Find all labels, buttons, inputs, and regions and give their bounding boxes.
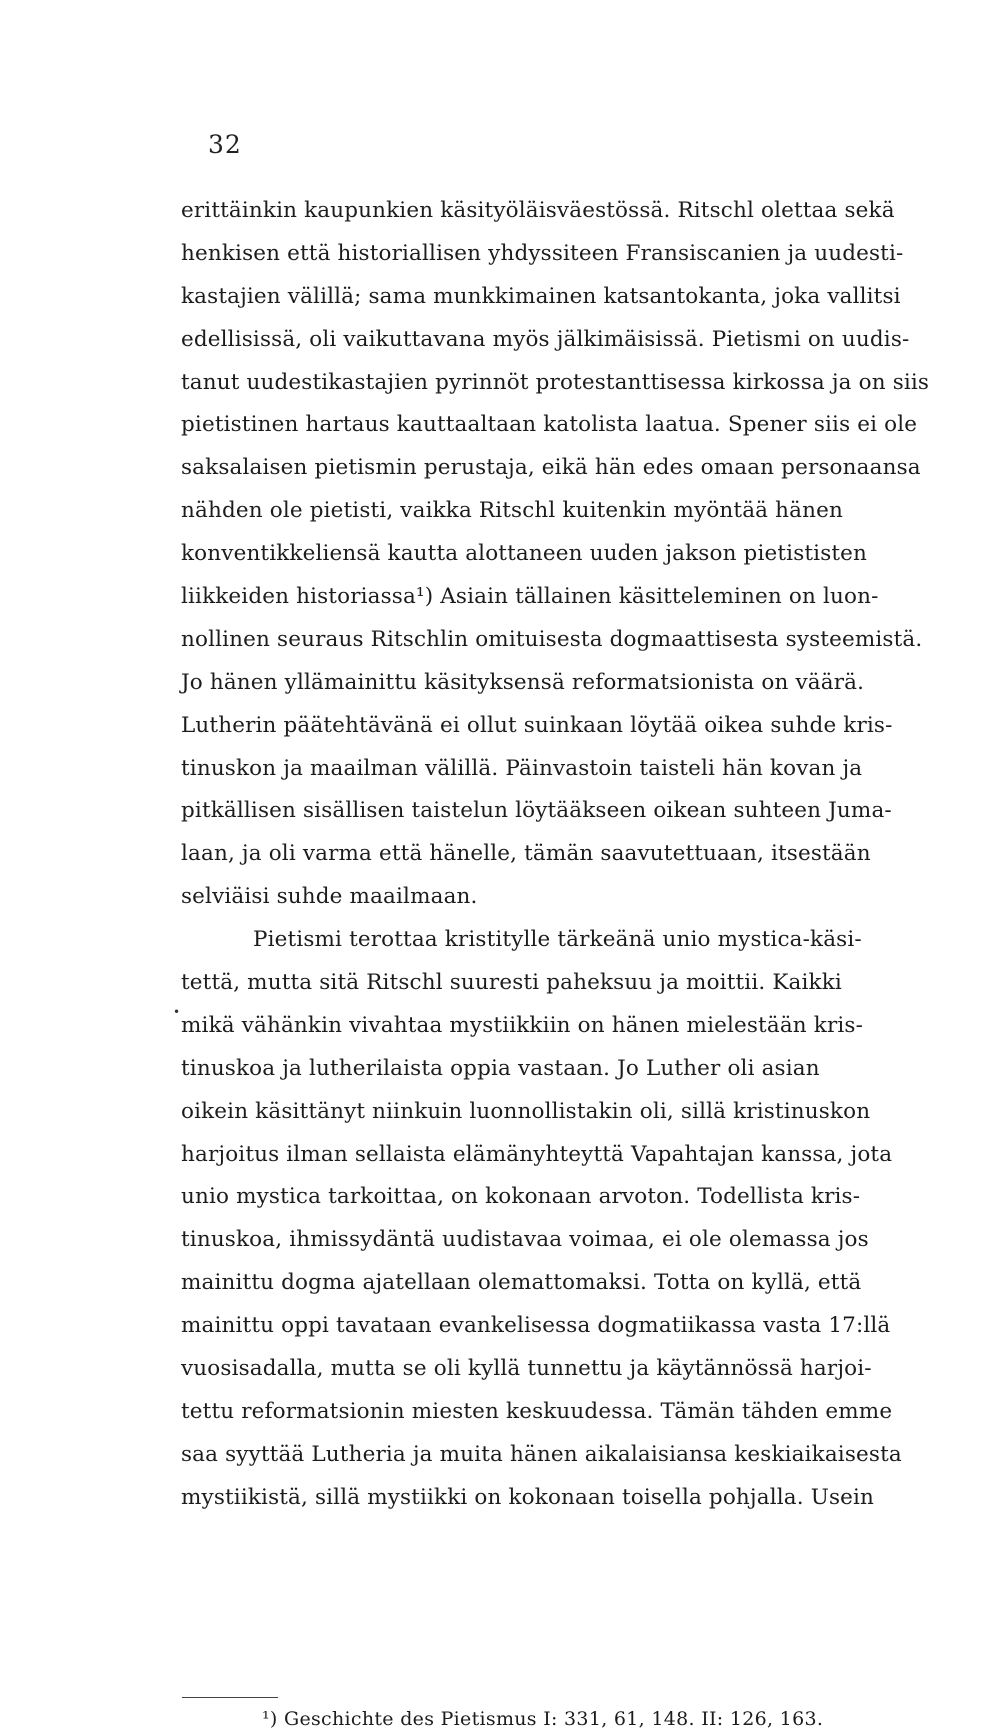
text-line: Jo hänen yllämainittu käsityksensä reformatsionista on väärä. — [181, 669, 865, 695]
text-line: harjoitus ilman sellaista elämänyhteyttä Vapahtajan kanssa, jota — [181, 1141, 893, 1167]
text-line: mainittu dogma ajatellaan olemattomaksi. Totta on kyllä, että — [181, 1270, 862, 1296]
text-line: tinuskon ja maailman välillä. Päinvastoin taisteli hän kovan ja — [181, 755, 863, 781]
text-line: unio mystica tarkoittaa, on kokonaan arvoton. Todellista kris- — [181, 1184, 861, 1210]
text-line: liikkeiden historiassa¹) Asiain tällainen käsitteleminen on luon- — [181, 584, 879, 610]
text-line: edellisissä, oli vaikuttavana myös jälkimäisissä. Pietismi on uudis- — [181, 326, 910, 352]
text-line: nähden ole pietisti, vaikka Ritschl kuitenkin myöntää hänen — [181, 498, 843, 524]
text-line: selviäisi suhde maailmaan. — [181, 884, 478, 910]
text-line: tettu reformatsionin miesten keskuudessa. Tämän tähden emme — [181, 1398, 893, 1424]
text-line: tinuskoa, ihmissydäntä uudistavaa voimaa, ei ole olemassa jos — [181, 1227, 869, 1253]
text-line: konventikkeliensä kautta alottaneen uuden jakson pietististen — [181, 541, 868, 567]
text-line: Lutherin päätehtävänä ei ollut suinkaan löytää oikea suhde kris- — [181, 712, 893, 738]
text-line: oikein käsittänyt niinkuin luonnollistakin oli, sillä kristinuskon — [181, 1098, 871, 1124]
margin-mark: • — [173, 1005, 181, 1019]
text-line: mikä vähänkin vivahtaa mystiikkiin on hänen mielestään kris- — [181, 1012, 863, 1038]
footnote-divider — [182, 1697, 278, 1698]
text-line: tettä, mutta sitä Ritschl suuresti paheksuu ja moittii. Kaikki — [181, 970, 842, 996]
text-line: henkisen että historiallisen yhdyssiteen Fransiscanien ja uudesti- — [181, 240, 904, 266]
text-line: erittäinkin kaupunkien käsityöläisväestössä. Ritschl olettaa sekä — [181, 198, 895, 223]
text-line: kastajien välillä; sama munkkimainen katsantokanta, joka vallitsi — [181, 283, 901, 309]
page-number: 32 — [208, 130, 242, 159]
text-line: pietistinen hartaus kauttaaltaan katolista laatua. Spener siis ei ole — [181, 412, 918, 438]
text-line: mainittu oppi tavataan evankelisessa dogmatiikassa vasta 17:llä — [181, 1313, 891, 1339]
text-line: mystiikistä, sillä mystiikki on kokonaan toisella pohjalla. Usein — [181, 1484, 875, 1510]
text-line: saa syyttää Lutheria ja muita hänen aikalaisiansa keskiaikaisesta — [181, 1441, 902, 1467]
text-line: nollinen seuraus Ritschlin omituisesta dogmaattisesta systeemistä. — [181, 626, 923, 652]
text-line: vuosisadalla, mutta se oli kyllä tunnettu ja käytännössä harjoi- — [181, 1356, 872, 1382]
text-line: saksalaisen pietismin perustaja, eikä hän edes omaan personaansa — [181, 455, 921, 481]
text-line: Pietismi terottaa kristitylle tärkeänä unio mystica-käsi- — [253, 927, 862, 953]
body-text — [181, 190, 930, 1520]
text-line: laan, ja oli varma että hänelle, tämän saavutettuaan, itsestään — [181, 841, 871, 867]
text-line: tinuskoa ja lutherilaista oppia vastaan. Jo Luther oli asian — [181, 1055, 820, 1081]
text-line: tanut uudestikastajien pyrinnöt protestanttisessa kirkossa ja on siis — [181, 369, 930, 395]
footnote: ¹) Geschichte des Pietismus I: 331, 61, 148. II: 126, 163. — [262, 1708, 824, 1730]
text-line: pitkällisen sisällisen taistelun löytääkseen oikean suhteen Juma- — [181, 798, 892, 824]
